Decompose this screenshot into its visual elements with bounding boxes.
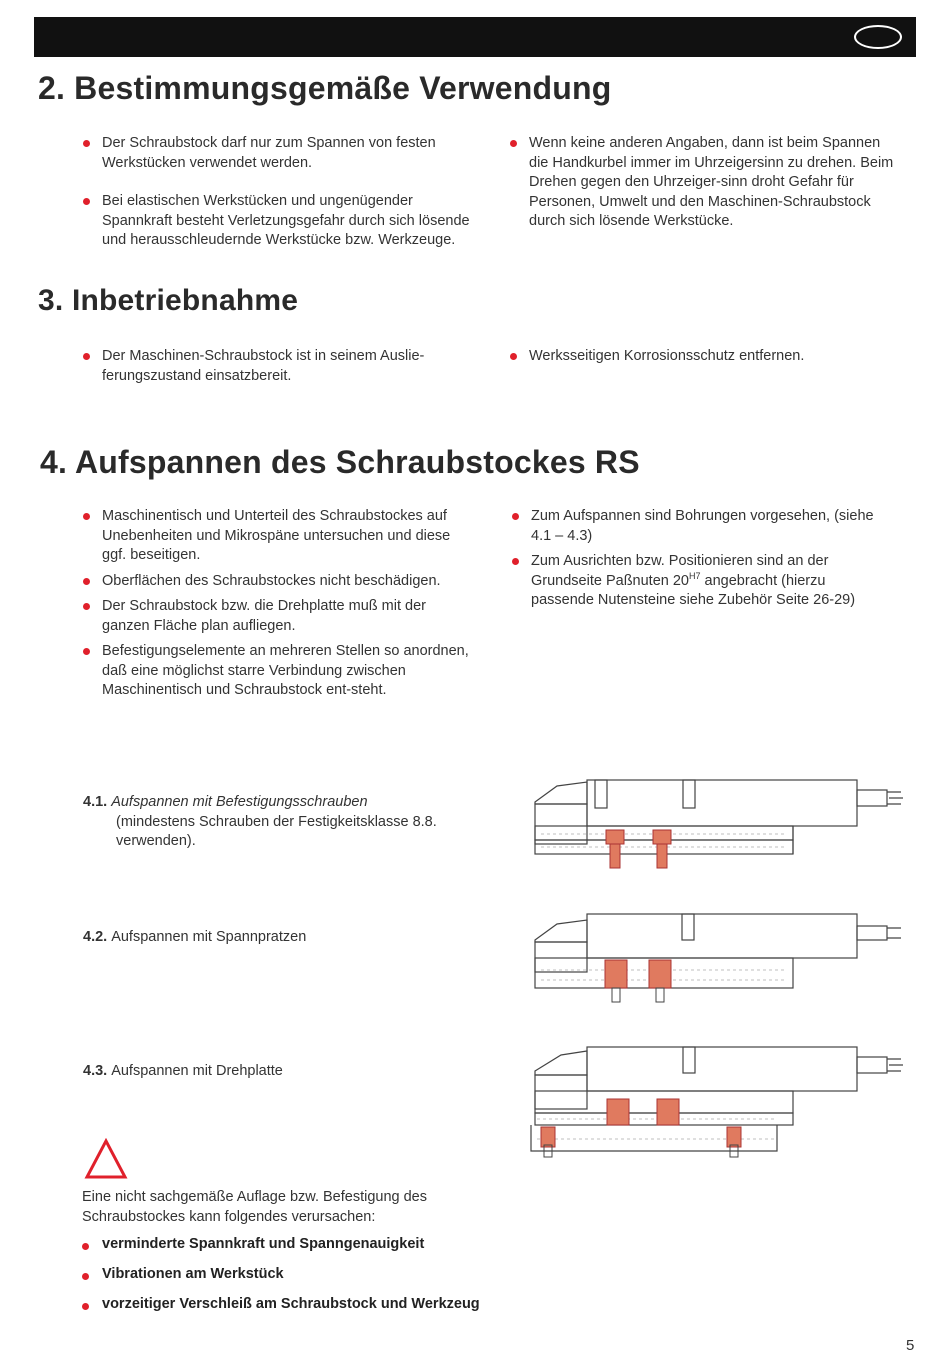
subsection-4-1: 4.1. Aufspannen mit Befestigungsschrauben (mindestens Schrauben der Festigkeitsklasse 8.8. verwenden). <box>83 793 463 852</box>
bullet-icon <box>83 513 90 520</box>
bullet-icon <box>83 198 90 205</box>
bullet-icon <box>82 1243 89 1250</box>
list-item: Befestigungselemente an mehreren Stellen so anordnen, daß eine möglichst starre Verbindung zwischen Maschinentisch und Schraubstock ent-steht. <box>83 642 475 701</box>
vise-clamping-claws-figure <box>527 908 907 1008</box>
list-item: Zum Aufspannen sind Bohrungen vorgesehen, (siehe 4.1 – 4.3) <box>512 507 892 546</box>
list-item: Maschinentisch und Unterteil des Schraubstockes auf Unebenheiten und Mikrospäne untersuchen und diese ggf. beseitigen. <box>83 507 475 566</box>
section-2-right-column <box>510 134 902 251</box>
list-item: vorzeitiger Verschleiß am Schraubstock und Werkzeug <box>82 1295 602 1314</box>
subsection-4-3: 4.3. Aufspannen mit Drehplatte <box>83 1063 283 1079</box>
header-bar <box>34 17 916 57</box>
list-item: verminderte Spannkraft und Spanngenauigkeit <box>82 1235 602 1254</box>
bullet-icon <box>83 648 90 655</box>
list-item: Zum Ausrichten bzw. Positionieren sind an der Grundseite Paßnuten $20^{H7}$ angebracht (hierzu passende Nutensteine siehe Zubehör Seite 26-29) <box>512 552 892 611</box>
list-item: Der Schraubstock darf nur zum Spannen von festen Werkstücken verwendet werden. <box>83 134 473 173</box>
bullet-icon <box>83 578 90 585</box>
bullet-icon <box>83 603 90 610</box>
bullet-icon <box>83 140 90 147</box>
section-3-title: 3. Inbetriebnahme <box>38 284 299 317</box>
list-item: Bei elastischen Werkstücken und ungenügender Spannkraft besteht Verletzungsgefahr durch sich lösende und herausschleudernde Werkstücke bzw. Werkzeuge. <box>83 192 473 251</box>
bullet-icon <box>510 140 517 147</box>
bullet-icon <box>512 558 519 565</box>
language-badge-icon <box>854 25 902 49</box>
list-item: Oberflächen des Schraubstockes nicht beschädigen. <box>83 572 475 592</box>
bullet-icon <box>82 1303 89 1310</box>
section-2-title: 2. Bestimmungsgemäße Verwendung <box>38 70 612 106</box>
bullet-icon <box>512 513 519 520</box>
warning-consequences-list <box>82 1235 602 1325</box>
list-item: Vibrationen am Werkstück <box>82 1265 602 1284</box>
warning-text: Eine nicht sachgemäße Auflage bzw. Befestigung des Schraubstockes kann folgendes verursachen: <box>82 1189 427 1225</box>
subsection-4-1-detail: (mindestens Schrauben der Festigkeitsklasse 8.8. verwenden). <box>116 813 437 849</box>
bullet-icon <box>510 353 517 360</box>
section-2-left-column <box>83 134 473 270</box>
vise-clamping-screws-figure <box>527 772 907 882</box>
section-3-left-column <box>83 347 473 405</box>
list-item: Werksseitigen Korrosionsschutz entfernen. <box>510 347 902 367</box>
section-4-right-column <box>512 507 892 617</box>
page-number: 5 <box>906 1337 915 1354</box>
section-3-right-column <box>510 347 902 386</box>
warning-triangle-icon <box>84 1138 128 1180</box>
vise-swivel-plate-figure <box>527 1043 907 1161</box>
bullet-icon <box>83 353 90 360</box>
list-item: Der Schraubstock bzw. die Drehplatte muß mit der ganzen Fläche plan aufliegen. <box>83 597 475 636</box>
list-item: Der Maschinen-Schraubstock ist in seinem Auslie-ferungszustand einsatzbereit. <box>83 347 473 386</box>
section-4-title: 4. Aufspannen des Schraubstockes RS <box>40 444 640 480</box>
list-item: Wenn keine anderen Angaben, dann ist beim Spannen die Handkurbel immer im Uhrzeigersinn zu drehen. Beim Drehen gegen den Uhrzeiger-sinn droht Gefahr für Personen, Umwelt und den Maschinen-Schraubstock durch sich lösende Werkstücke. <box>510 134 902 232</box>
section-4-left-column <box>83 507 475 707</box>
bullet-icon <box>82 1273 89 1280</box>
subsection-4-2: 4.2. Aufspannen mit Spannpratzen <box>83 929 307 945</box>
